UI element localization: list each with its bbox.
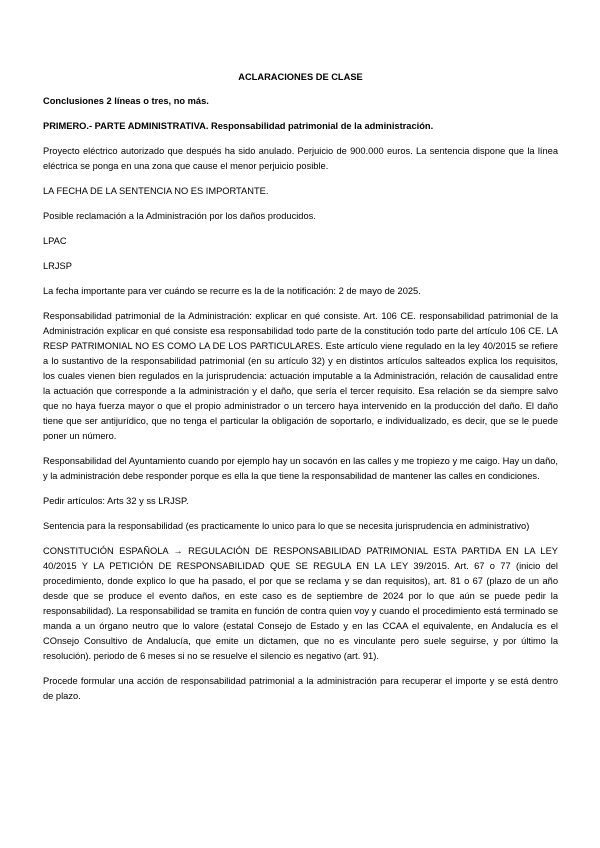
paragraph: Responsabilidad patrimonial de la Administración: explicar en qué consiste. Art. 106 CE. responsabilidad patrimonial de la Administración explicar en qué consiste esa responsabilidad todo parte de la constitución todo parte del artículo 106 CE. LA RESP PATRIMONIAL NO ES COMO LA DE LOS PARTICULARES. Este artículo viene regulado en la ley 40/2015 se refiere a lo sustantivo de la responsabilidad patrimonial (en su artículo 32) y en distintos artículos salteados explica los requisitos, los cuales vienen bien regulados en la jurisprudencia: actuación imputable a la Administración, relación de causalidad entre la actuación que corresponde a la administración y el daño, que sería el tercer requisito. Esa relación se da siempre salvo que no haya fuerza mayor o que el propio administrador o un tercero haya intervenido en la producción del daño. El daño tiene que ser antijurídico, que no tenga el particular la obligación de soportarlo, e individualizado, es decir, que se le puede poner un número. [43,311,558,441]
paragraph: La fecha importante para ver cuándo se recurre es la de la notificación: 2 de mayo de 2025. [43,286,421,296]
paragraph: LRJSP [43,261,72,271]
section-heading: PRIMERO.- PARTE ADMINISTRATIVA. Responsabilidad patrimonial de la administración. [43,121,434,131]
paragraph: Procede formular una acción de responsabilidad patrimonial a la administración para recuperar el importe y se está dentro de plazo. [43,676,558,701]
paragraph: LPAC [43,236,67,246]
document-body [43,70,558,714]
document-subtitle: Conclusiones 2 líneas o tres, no más. [43,96,209,106]
paragraph: Pedir artículos: Arts 32 y ss LRJSP. [43,496,189,506]
paragraph: Responsabilidad del Ayuntamiento cuando por ejemplo hay un socavón en las calles y me tropiezo y me caigo. Hay un daño, y la administración debe responder porque es ella la que tiene la responsabilidad de mantener las calles en condiciones. [43,456,558,481]
paragraph: Sentencia para la responsabilidad (es practicamente lo unico para lo que se necesita jurisprudencia en administrativo) [43,521,530,531]
paragraph: Proyecto eléctrico autorizado que después ha sido anulado. Perjuicio de 900.000 euros. La sentencia dispone que la línea eléctrica se ponga en una zona que cause el menor perjuicio posible. [43,146,558,171]
paragraph: LA FECHA DE LA SENTENCIA NO ES IMPORTANTE. [43,186,269,196]
paragraph: Posible reclamación a la Administración por los daños producidos. [43,211,316,221]
document-title: ACLARACIONES DE CLASE [238,72,363,82]
paragraph: CONSTITUCIÓN ESPAÑOLA → REGULACIÓN DE RESPONSABILIDAD PATRIMONIAL ESTA PARTIDA EN LA LEY 40/2015 Y LA PETICIÓN DE RESPONSABILIDAD QUE SE REGULA EN LA LEY 39/2015. Art. 67 o 77 (inicio del procedimiento, donde explico lo que ha pasado, el por que se reclama y se dan requisitos), art. 81 o 67 (plazo de un año desde que se produce el evento daños, en este caso es de septiembre de 2024 por lo que aún se puede pedir la responsabilidad). La responsabilidad se tramita en función de contra quien voy y cuando el procedimiento está terminado se manda a un órgano neutro que lo valore (estatal Consejo de Estado y en las CCAA el equivalente, en Andalucía es el COnsejo Consultivo de Andalucía, que emite un dictamen, que no es vinculante pero suele seguirse, y por último la resolución). periodo de 6 meses si no se resuelve el silencio es negativo (art. 91). [43,546,558,661]
